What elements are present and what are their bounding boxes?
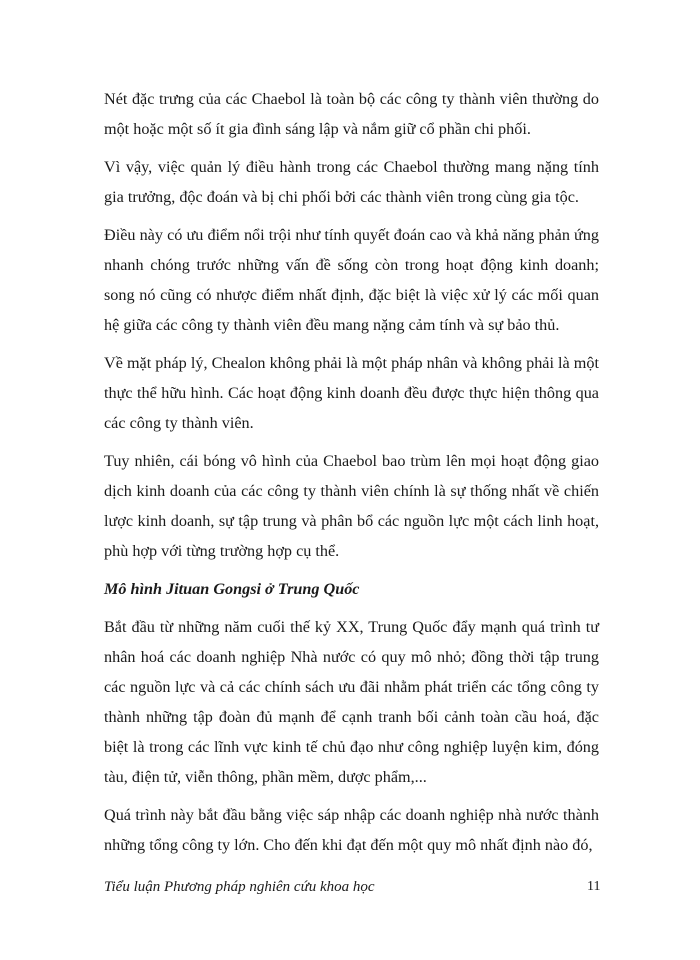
page-number: 11 xyxy=(587,879,601,894)
document-body xyxy=(104,84,599,868)
paragraph-2: Vì vậy, việc quản lý điều hành trong các Chaebol thường mang nặng tính gia trưởng, độc đoán và bị chi phối bởi các thành viên trong cùng gia tộc. xyxy=(104,158,599,206)
paragraph-4: Về mặt pháp lý, Chealon không phải là một pháp nhân và không phải là một thực thể hữu hình. Các hoạt động kinh doanh đều được thực hiện thông qua các công ty thành viên. xyxy=(104,354,599,432)
section-paragraph-2: Quá trình này bắt đầu bằng việc sáp nhập các doanh nghiệp nhà nước thành những tổng công ty lớn. Cho đến khi đạt đến một quy mô nhất định nào đó, xyxy=(104,806,599,854)
section-heading: Mô hình Jituan Gongsi ở Trung Quốc xyxy=(104,580,360,598)
paragraph-3: Điều này có ưu điểm nổi trội như tính quyết đoán cao và khả năng phản ứng nhanh chóng trước những vấn đề sống còn trong hoạt động kinh doanh; song nó cũng có nhược điểm nhất định, đặc biệt là việc xử lý các mối quan hệ giữa các công ty thành viên đều mang nặng cảm tính và sự bảo thủ. xyxy=(104,226,599,334)
paragraph-5: Tuy nhiên, cái bóng vô hình của Chaebol bao trùm lên mọi hoạt động giao dịch kinh doanh của các công ty thành viên chính là sự thống nhất về chiến lược kinh doanh, sự tập trung và phân bổ các nguồn lực một cách linh hoạt, phù hợp với từng trường hợp cụ thể. xyxy=(104,452,599,560)
footer-title: Tiểu luận Phương pháp nghiên cứu khoa học xyxy=(104,879,375,895)
section-paragraph-1: Bắt đầu từ những năm cuối thế kỷ XX, Trung Quốc đẩy mạnh quá trình tư nhân hoá các doanh nghiệp Nhà nước có quy mô nhỏ; đồng thời tập trung các nguồn lực và cả các chính sách ưu đãi nhằm phát triển các tổng công ty thành những tập đoàn đủ mạnh để cạnh tranh bối cảnh toàn cầu hoá, đặc biệt là trong các lĩnh vực kinh tế chủ đạo như công nghiệp luyện kim, đóng tàu, điện tử, viễn thông, phần mềm, dược phẩm,... xyxy=(104,618,599,786)
paragraph-1: Nét đặc trưng của các Chaebol là toàn bộ các công ty thành viên thường do một hoặc một số ít gia đình sáng lập và nắm giữ cổ phần chi phối. xyxy=(104,90,599,138)
